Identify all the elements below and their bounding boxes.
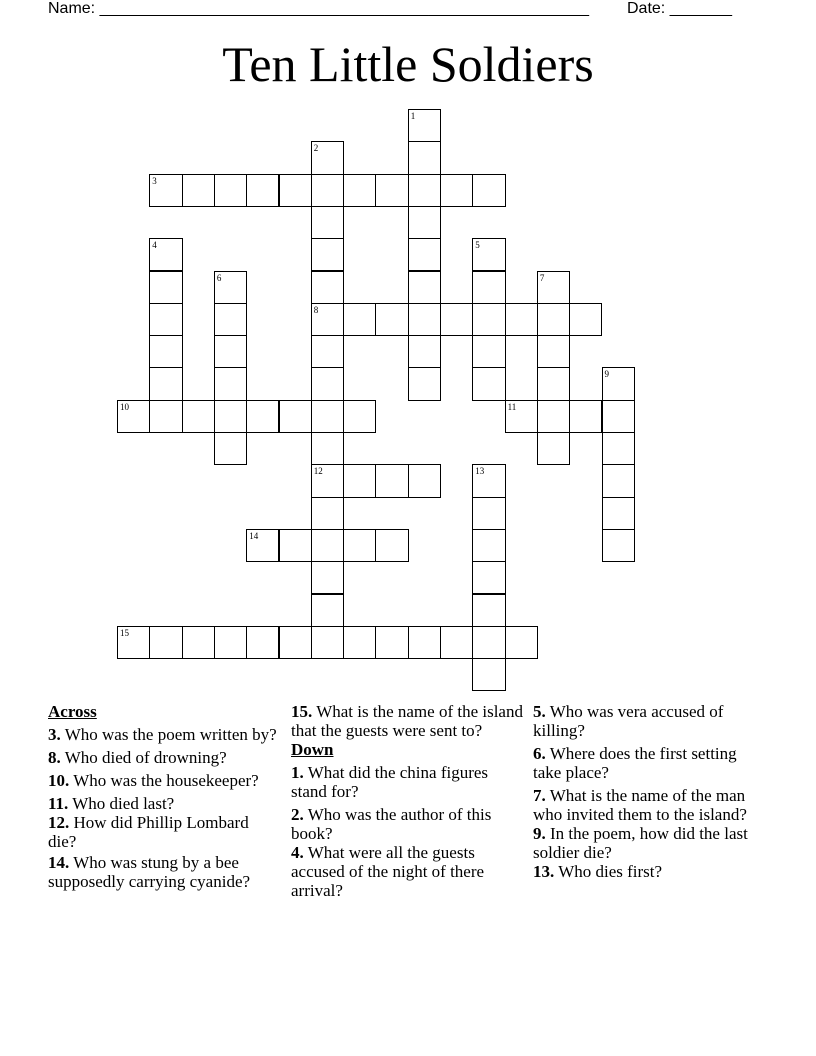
crossword-cell (472, 271, 505, 304)
crossword-cell (343, 529, 376, 562)
crossword-cell (472, 464, 505, 497)
crossword-cell (311, 432, 344, 465)
clue-number-label: 13 (475, 466, 485, 477)
crossword-cell (472, 626, 505, 659)
crossword-cell (311, 400, 344, 433)
crossword-cell (214, 400, 247, 433)
crossword-cell (602, 400, 635, 433)
clues-column-1 (48, 702, 278, 895)
crossword-cell (149, 303, 182, 336)
clue-text: Who was the housekeeper? (73, 771, 259, 790)
clue-down-13 (533, 862, 769, 881)
clue-number: 6. (533, 744, 546, 763)
clue-number-label: 10 (120, 401, 129, 412)
crossword-cell (472, 367, 505, 400)
clue-number: 2. (291, 805, 304, 824)
crossword-cell (602, 497, 635, 530)
clue-down-7 (533, 786, 769, 824)
crossword-cell (214, 303, 247, 336)
crossword-cell (311, 561, 344, 594)
crossword-cell (537, 432, 570, 465)
crossword-cell (472, 529, 505, 562)
crossword-cell (408, 109, 441, 142)
crossword-cell (537, 271, 570, 304)
across-heading: Across (48, 702, 97, 721)
clues-column-3 (533, 702, 769, 885)
down-heading: Down (291, 740, 334, 759)
crossword-cell (408, 335, 441, 368)
clue-number-label: 9 (604, 369, 609, 380)
clue-down-2 (291, 805, 527, 843)
date-field-label: Date: _______ (627, 0, 732, 17)
clue-text: Who was stung by a bee supposedly carrying cyanide? (48, 853, 251, 891)
crossword-cell (311, 529, 344, 562)
clue-number-label: 7 (539, 272, 545, 283)
crossword-cell (343, 464, 376, 497)
clue-text: In the poem, how did the last soldier die? (533, 824, 748, 862)
crossword-cell (408, 238, 441, 271)
clue-number: 14. (48, 853, 70, 872)
crossword-cell (472, 174, 505, 207)
clue-number: 7. (533, 786, 546, 805)
crossword-cell (537, 400, 570, 433)
crossword-cell (311, 271, 344, 304)
clue-across-15 (291, 702, 527, 740)
crossword-cell (311, 206, 344, 239)
clue-text: How did Phillip Lombard die? (48, 813, 249, 851)
crossword-cell (602, 432, 635, 465)
clue-text: Who died last? (72, 794, 175, 813)
clue-number: 12. (48, 813, 70, 832)
crossword-cell (246, 529, 279, 562)
crossword-cell (569, 303, 602, 336)
crossword-cell (311, 238, 344, 271)
crossword-cell (149, 626, 182, 659)
crossword-cell (311, 303, 344, 336)
clue-text: What is the name of the island that the guests were sent to? (291, 702, 523, 740)
crossword-cell (537, 335, 570, 368)
crossword-cell (149, 335, 182, 368)
crossword-cell (246, 400, 279, 433)
crossword-cell (375, 626, 408, 659)
crossword-cell (246, 626, 279, 659)
crossword-cell (602, 367, 635, 400)
clue-text: Who dies first? (558, 862, 663, 881)
clue-down-4 (291, 843, 527, 900)
crossword-cell (343, 626, 376, 659)
clue-number: 5. (533, 702, 546, 721)
crossword-cell (472, 335, 505, 368)
crossword-cell (375, 464, 408, 497)
crossword-cell (311, 464, 344, 497)
crossword-cell (472, 594, 505, 627)
clue-text: What is the name of the man who invited them to the island? (533, 786, 747, 824)
crossword-cell (279, 174, 312, 207)
clue-number-label: 6 (216, 272, 222, 283)
crossword-cell (279, 626, 312, 659)
crossword-cell (246, 174, 279, 207)
crossword-cell (408, 141, 441, 174)
clues-column-2 (291, 702, 527, 904)
clue-across-8 (48, 748, 278, 767)
crossword-cell (311, 626, 344, 659)
clue-number-label: 12 (313, 466, 323, 477)
crossword-cell (149, 174, 182, 207)
clue-down-9 (533, 824, 769, 862)
clue-text: Who died of drowning? (64, 748, 227, 767)
clue-text: Who was the author of this book? (291, 805, 492, 843)
clue-number-label: 11 (507, 401, 517, 412)
crossword-cell (311, 174, 344, 207)
crossword-cell (214, 271, 247, 304)
crossword-cell (505, 400, 538, 433)
crossword-cell (311, 335, 344, 368)
clue-number-label: 4 (152, 240, 157, 251)
clue-text: What did the china figures stand for? (291, 763, 489, 801)
crossword-cell (182, 626, 215, 659)
clue-across-12 (48, 813, 278, 851)
clue-number-label: 14 (249, 530, 259, 541)
crossword-cell (408, 464, 441, 497)
crossword-cell (149, 367, 182, 400)
clue-text: Where does the first setting take place? (533, 744, 737, 782)
clue-number: 3. (48, 725, 61, 744)
crossword-cell (569, 400, 602, 433)
crossword-cell (440, 626, 473, 659)
crossword-cell (472, 238, 505, 271)
crossword-cell (472, 658, 505, 691)
crossword-cell (408, 206, 441, 239)
clue-number: 9. (533, 824, 546, 843)
crossword-cell (214, 367, 247, 400)
crossword-cell (343, 174, 376, 207)
clue-number: 10. (48, 771, 70, 790)
crossword-cell (472, 497, 505, 530)
clue-text: What were all the guests accused of the night of there arrival? (291, 843, 485, 900)
clue-across-14 (48, 853, 278, 891)
crossword-cell (279, 400, 312, 433)
crossword-cell (602, 464, 635, 497)
crossword-cell (182, 400, 215, 433)
crossword-cell (408, 367, 441, 400)
clue-number-label: 8 (313, 304, 319, 315)
clue-number: 15. (291, 702, 313, 721)
clue-number: 8. (48, 748, 61, 767)
crossword-cell (117, 400, 150, 433)
crossword-cell (537, 367, 570, 400)
crossword-cell (602, 529, 635, 562)
crossword-cell (408, 626, 441, 659)
crossword-cell (311, 497, 344, 530)
crossword-cell (375, 303, 408, 336)
crossword-cell (505, 303, 538, 336)
crossword-cell (214, 335, 247, 368)
crossword-cell (537, 303, 570, 336)
name-field-label: Name: _______________________________________________________ (48, 0, 589, 17)
crossword-cell (311, 367, 344, 400)
clue-number-label: 5 (475, 240, 480, 251)
crossword-cell (408, 174, 441, 207)
clue-text: Who was the poem written by? (64, 725, 277, 744)
crossword-cell (311, 594, 344, 627)
clue-down-5 (533, 702, 769, 740)
clue-down-1 (291, 763, 527, 801)
clue-number: 1. (291, 763, 304, 782)
crossword-cell (505, 626, 538, 659)
crossword-cell (311, 141, 344, 174)
crossword-cell (472, 561, 505, 594)
clue-number-label: 1 (410, 111, 416, 121)
crossword-cell (214, 432, 247, 465)
clue-number: 11. (48, 794, 69, 813)
crossword-cell (279, 529, 312, 562)
crossword-cell (440, 174, 473, 207)
clue-number-label: 15 (120, 627, 129, 638)
crossword-cell (472, 303, 505, 336)
crossword-cell (149, 238, 182, 271)
clue-text: Who was vera accused of killing? (533, 702, 724, 740)
clue-across-10 (48, 771, 278, 790)
clue-number: 4. (291, 843, 304, 862)
crossword-cell (149, 400, 182, 433)
clue-down-6 (533, 744, 769, 782)
clue-across-3 (48, 725, 278, 744)
crossword-cell (214, 626, 247, 659)
crossword-cell (440, 303, 473, 336)
crossword-cell (117, 626, 150, 659)
crossword-cell (375, 529, 408, 562)
crossword-cell (149, 271, 182, 304)
crossword-cell (408, 271, 441, 304)
crossword-cell (343, 400, 376, 433)
page-title: Ten Little Soldiers (222, 36, 594, 92)
clue-number: 13. (533, 862, 555, 881)
crossword-cell (343, 303, 376, 336)
crossword-cell (408, 303, 441, 336)
crossword-cell (375, 174, 408, 207)
crossword-cell (214, 174, 247, 207)
clue-number-label: 2 (313, 143, 319, 154)
clue-across-11 (48, 794, 278, 813)
clue-number-label: 3 (152, 175, 157, 186)
crossword-cell (182, 174, 215, 207)
